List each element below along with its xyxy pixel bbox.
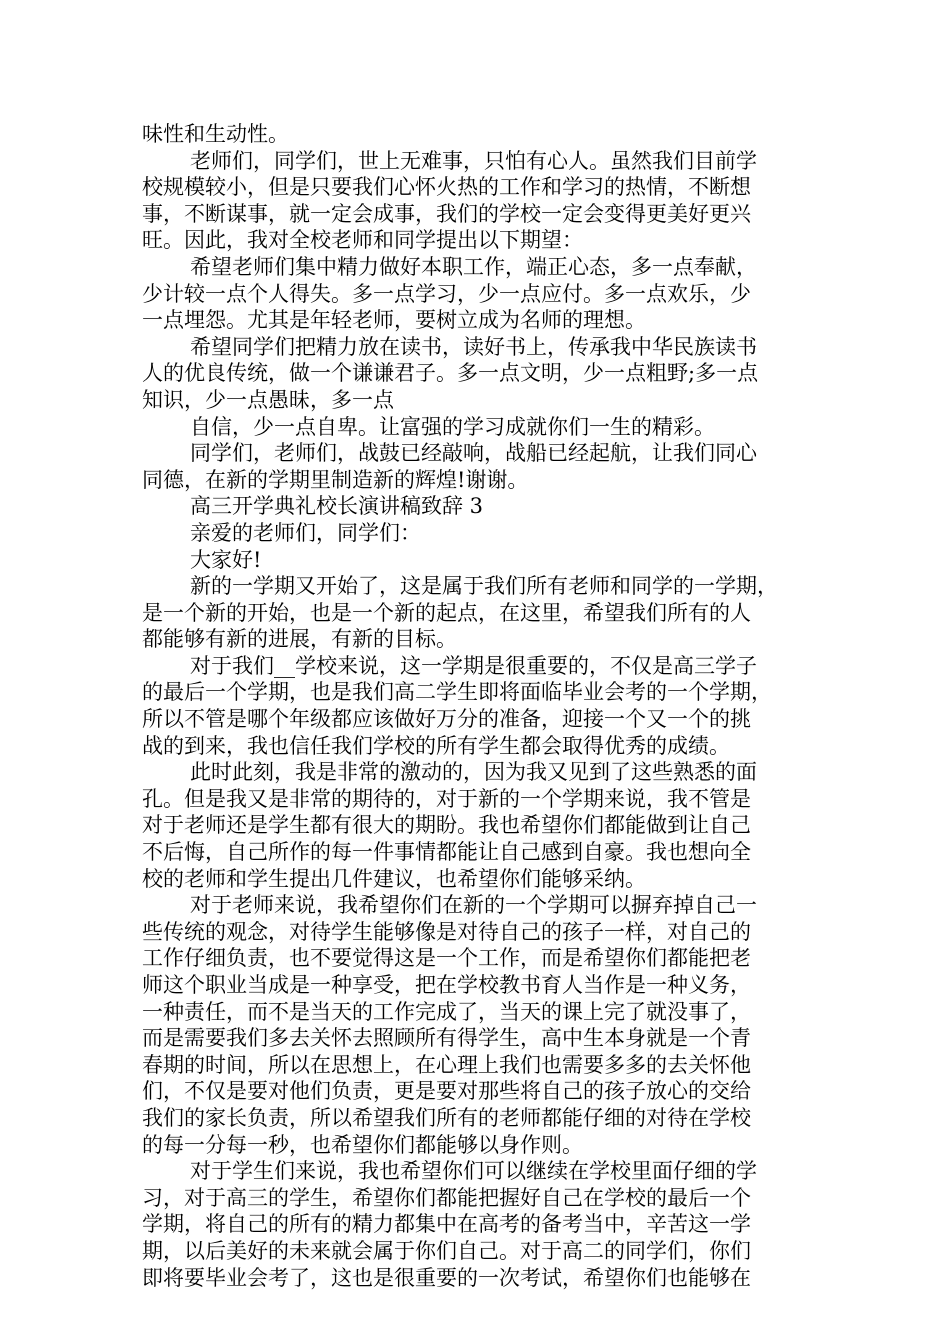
text-line: 对于学生们来说，我也希望你们可以继续在学校里面仔细的学 (190, 1159, 757, 1184)
text-line: 的最后一个学期，也是我们高二学生即将面临毕业会考的一个学期， (142, 680, 772, 705)
text-line: 校的老师和学生提出几件建议，也希望你们能够采纳。 (142, 866, 646, 891)
text-line: 一种责任，而不是当天的工作完成了，当天的课上完了就没事了， (142, 999, 751, 1024)
text-line: 战的到来，我也信任我们学校的所有学生都会取得优秀的成绩。 (142, 733, 730, 758)
text-line: 此时此刻，我是非常的激动的，因为我又见到了这些熟悉的面 (190, 760, 757, 785)
text-line: 即将要毕业会考了，这也是很重要的一次考试，希望你们也能够在 (142, 1265, 751, 1290)
text-line: 高三开学典礼校长演讲稿致辞 3 (190, 494, 484, 519)
text-line: 春期的时间，所以在思想上，在心理上我们也需要多多的去关怀他 (142, 1052, 751, 1077)
text-line: 自信，少一点自卑。让富强的学习成就你们一生的精彩。 (190, 414, 715, 439)
text-line: 不后悔，自己所作的每一件事情都能让自己感到自豪。我也想向全 (142, 840, 751, 865)
text-line: 希望同学们把精力放在读书，读好书上，传承我中华民族读书 (190, 334, 757, 359)
text-line: 是一个新的开始，也是一个新的起点，在这里，希望我们所有的人 (142, 600, 751, 625)
text-line: 学期，将自己的所有的精力都集中在高考的备考当中，辛苦这一学 (142, 1212, 751, 1237)
text-line: 的每一分每一秒，也希望你们都能够以身作则。 (142, 1132, 583, 1157)
text-line: 所以不管是哪个年级都应该做好万分的准备，迎接一个又一个的挑 (142, 707, 751, 732)
text-line: 习，对于高三的学生，希望你们都能把握好自己在学校的最后一个 (142, 1185, 751, 1210)
text-line: 少计较一点个人得失。多一点学习，少一点应付。多一点欢乐，少 (142, 281, 751, 306)
text-line: 都能够有新的进展，有新的目标。 (142, 627, 457, 652)
text-line: 事，不断谋事，就一定会成事，我们的学校一定会变得更美好更兴 (142, 201, 751, 226)
text-line: 同学们，老师们，战鼓已经敲响，战船已经起航，让我们同心 (190, 441, 757, 466)
text-line: 希望老师们集中精力做好本职工作，端正心态，多一点奉献， (190, 254, 757, 279)
text-line: 对于老师来说，我希望你们在新的一个学期可以摒弃掉自己一 (190, 893, 757, 918)
text-line: 些传统的观念，对待学生能够像是对待自己的孩子一样，对自己的 (142, 919, 751, 944)
text-line: 工作仔细负责，也不要觉得这是一个工作，而是希望你们都能把老 (142, 946, 751, 971)
text-line: 我们的家长负责，所以希望我们所有的老师都能仔细的对待在学校 (142, 1105, 751, 1130)
text-line: 师这个职业当成是一种享受，把在学校教书育人当作是一种义务， (142, 973, 751, 997)
text-line: 对于老师还是学生都有很大的期盼。我也希望你们都能做到让自己 (142, 813, 751, 838)
text-line: 大家好! (190, 547, 262, 572)
text-line: 孔。但是我又是非常的期待的，对于新的一个学期来说，我不管是 (142, 786, 751, 811)
text-line: 对于我们__学校来说，这一学期是很重要的，不仅是高三学子 (190, 653, 757, 678)
text-line: 人的优良传统，做一个谦谦君子。多一点文明，少一点粗野;多一点 (142, 361, 759, 386)
text-line: 一点埋怨。尤其是年轻老师，要树立成为名师的理想。 (142, 308, 646, 333)
text-line: 知识，少一点愚昧，多一点 (142, 387, 394, 412)
text-line: 味性和生动性。 (142, 122, 289, 146)
text-line: 新的一学期又开始了，这是属于我们所有老师和同学的一学期， (190, 574, 778, 599)
text-line: 亲爱的老师们，同学们： (190, 520, 421, 545)
text-line: 期，以后美好的未来就会属于你们自己。对于高二的同学们，你们 (142, 1238, 751, 1263)
text-line: 旺。因此，我对全校老师和同学提出以下期望： (142, 228, 583, 253)
text-line: 而是需要我们多去关怀去照顾所有得学生，高中生本身就是一个青 (142, 1026, 751, 1051)
text-line: 老师们，同学们，世上无难事，只怕有心人。虽然我们目前学 (190, 148, 757, 173)
text-line: 们，不仅是要对他们负责，更是要对那些将自己的孩子放心的交给 (142, 1079, 751, 1104)
document-page (142, 121, 812, 1291)
text-line: 同德，在新的学期里制造新的辉煌!谢谢。 (142, 467, 529, 492)
text-line: 校规模较小，但是只要我们心怀火热的工作和学习的热情，不断想 (142, 175, 751, 200)
